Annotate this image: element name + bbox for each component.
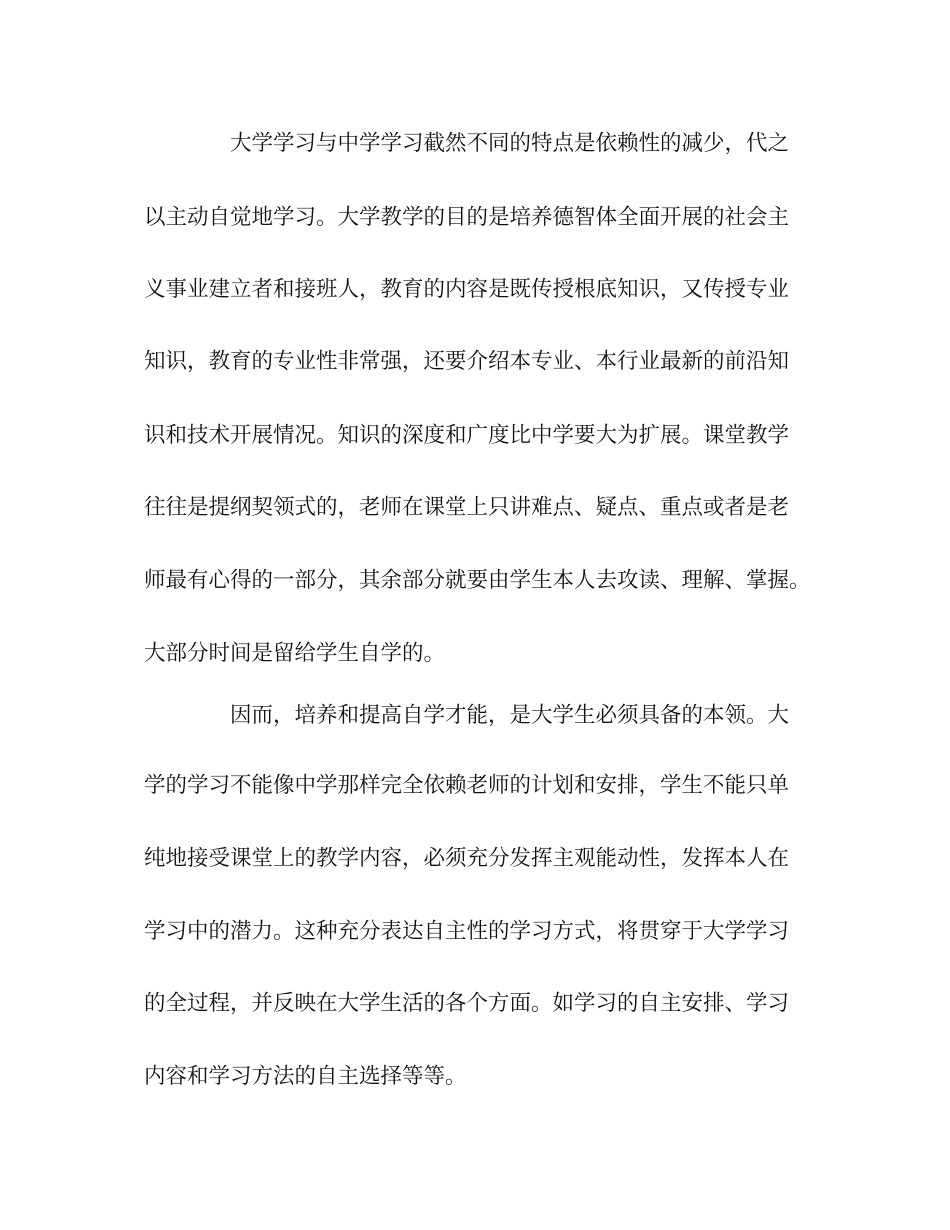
paragraph-2-line-5: 的全过程，并反映在大学生活的各个方面。如学习的自主安排、学习 [144,991,790,1016]
paragraph-1-line-1: 大学学习与中学学习截然不同的特点是依赖性的减少，代之 [230,131,790,156]
paragraph-1-line-7: 师最有心得的一部分，其余部分就要由学生本人去攻读、理解、掌握。 [144,568,811,593]
paragraph-2-line-4: 学习中的潜力。这种充分表达自主性的学习方式，将贯穿于大学学习 [144,919,790,944]
paragraph-1-line-4: 知识，教育的专业性非常强，还要介绍本专业、本行业最新的前沿知 [144,349,790,374]
paragraph-2-line-1: 因而，培养和提高自学才能，是大学生必须具备的本领。大 [230,703,790,728]
paragraph-1-line-6: 往往是提纲契领式的，老师在课堂上只讲难点、疑点、重点或者是老 [144,495,790,520]
paragraph-1-line-3: 义事业建立者和接班人，教育的内容是既传授根底知识，又传授专业 [144,277,790,302]
paragraph-1-line-8: 大部分时间是留给学生自学的。 [144,641,446,666]
paragraph-1-line-5: 识和技术开展情况。知识的深度和广度比中学要大为扩展。课堂教学 [144,423,790,448]
paragraph-2-line-2: 学的学习不能像中学那样完全依赖老师的计划和安排，学生不能只单 [144,773,790,798]
paragraph-2-line-3: 纯地接受课堂上的教学内容，必须充分发挥主观能动性，发挥本人在 [144,846,790,871]
paragraph-1-line-2: 以主动自觉地学习。大学教学的目的是培养德智体全面开展的社会主 [144,205,790,230]
paragraph-2-line-6: 内容和学习方法的自主选择等等。 [144,1064,467,1089]
